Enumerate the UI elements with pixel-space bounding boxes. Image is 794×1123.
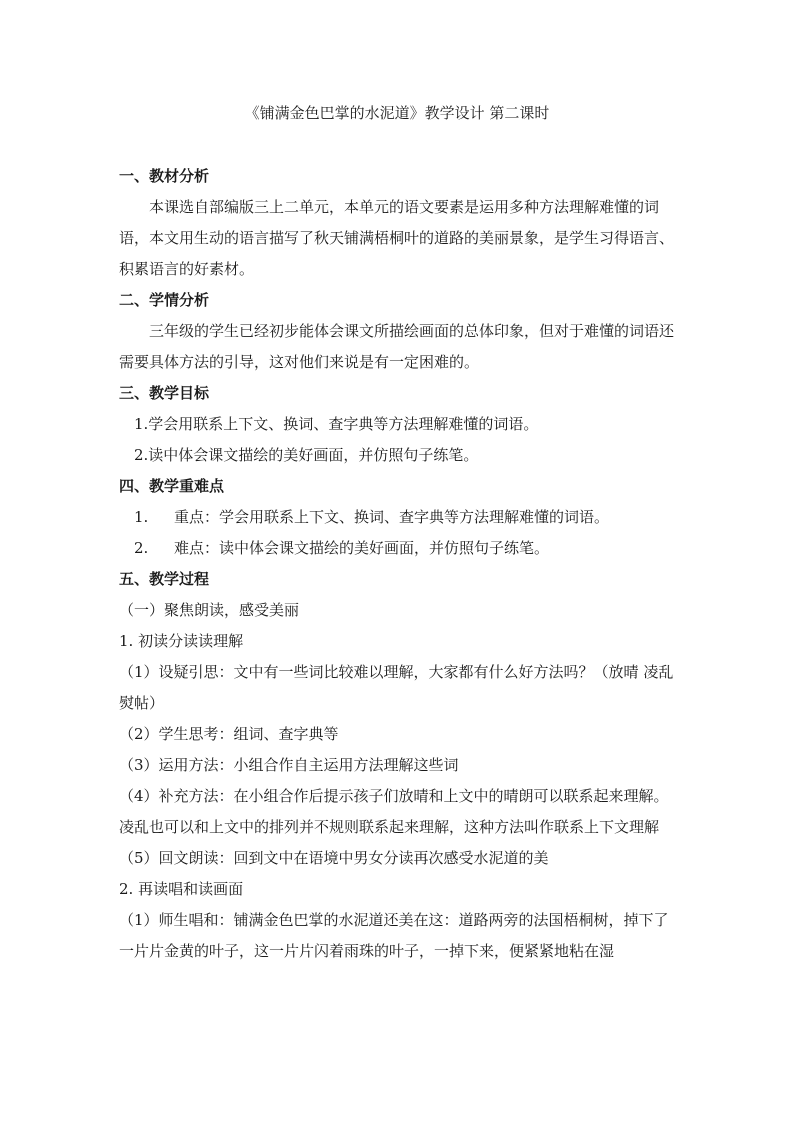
process-step-1: 1. 初读分读读理解	[119, 632, 244, 650]
process-line-6: （1）师生唱和：铺满金色巴掌的水泥道还美在这：道路两旁的法国梧桐树，掉下了一片片金黄的叶子，这一片片闪着雨珠的叶子，一掉下来，便紧紧地粘在湿	[119, 911, 669, 960]
document-body	[119, 161, 675, 967]
key-point-text: 难点：读中体会课文描绘的美好画面，并仿照句子练笔。	[174, 539, 550, 557]
key-point-item-2	[119, 533, 675, 564]
section-paragraph-students: 三年级的学生已经初步能体会课文所描绘画面的总体印象，但对于难懂的词语还需要具体方法的引导，这对他们来说是有一定困难的。	[119, 322, 675, 371]
key-point-number: 1.	[134, 508, 149, 526]
document-title: 《铺满金色巴掌的水泥道》教学设计 第二课时	[244, 104, 550, 122]
section-heading-key-points: 四、教学重难点	[119, 477, 225, 495]
process-step-2: 2. 再读唱和读画面	[119, 880, 244, 898]
section-heading-goals: 三、教学目标	[119, 384, 210, 402]
section-heading-analysis: 一、教材分析	[119, 167, 210, 185]
process-line-4: （4）补充方法：在小组合作后提示孩子们放晴和上文中的晴朗可以联系起来理解。凌乱也可以和上文中的排列并不规则联系起来理解，这种方法叫作联系上下文理解	[119, 787, 669, 836]
process-line-2: （2）学生思考：组词、查字典等	[119, 725, 339, 743]
process-line-5: （5）回文朗读：回到文中在语境中男女分读再次感受水泥道的美	[119, 849, 549, 867]
process-line-1: （1）设疑引思：文中有一些词比较难以理解，大家都有什么好方法吗？（放晴 凌乱 熨帖）	[119, 663, 674, 712]
process-line-3: （3）运用方法：小组合作自主运用方法理解这些词	[119, 756, 459, 774]
key-point-item-1	[119, 502, 675, 533]
process-part-heading: （一）聚焦朗读，感受美丽	[119, 601, 300, 619]
section-paragraph-analysis: 本课选自部编版三上二单元，本单元的语文要素是运用多种方法理解难懂的词语，本文用生动的语言描写了秋天铺满梧桐叶的道路的美丽景象，是学生习得语言、积累语言的好素材。	[119, 198, 675, 278]
section-heading-students: 二、学情分析	[119, 291, 210, 309]
goal-item-1: 1.学会用联系上下文、换词、查字典等方法理解难懂的词语。	[134, 415, 539, 433]
key-point-text: 重点：学会用联系上下文、换词、查字典等方法理解难懂的词语。	[174, 508, 610, 526]
goal-item-2: 2.读中体会课文描绘的美好画面，并仿照句子练笔。	[134, 446, 479, 464]
key-point-number: 2.	[134, 539, 149, 557]
section-heading-process: 五、教学过程	[119, 570, 210, 588]
